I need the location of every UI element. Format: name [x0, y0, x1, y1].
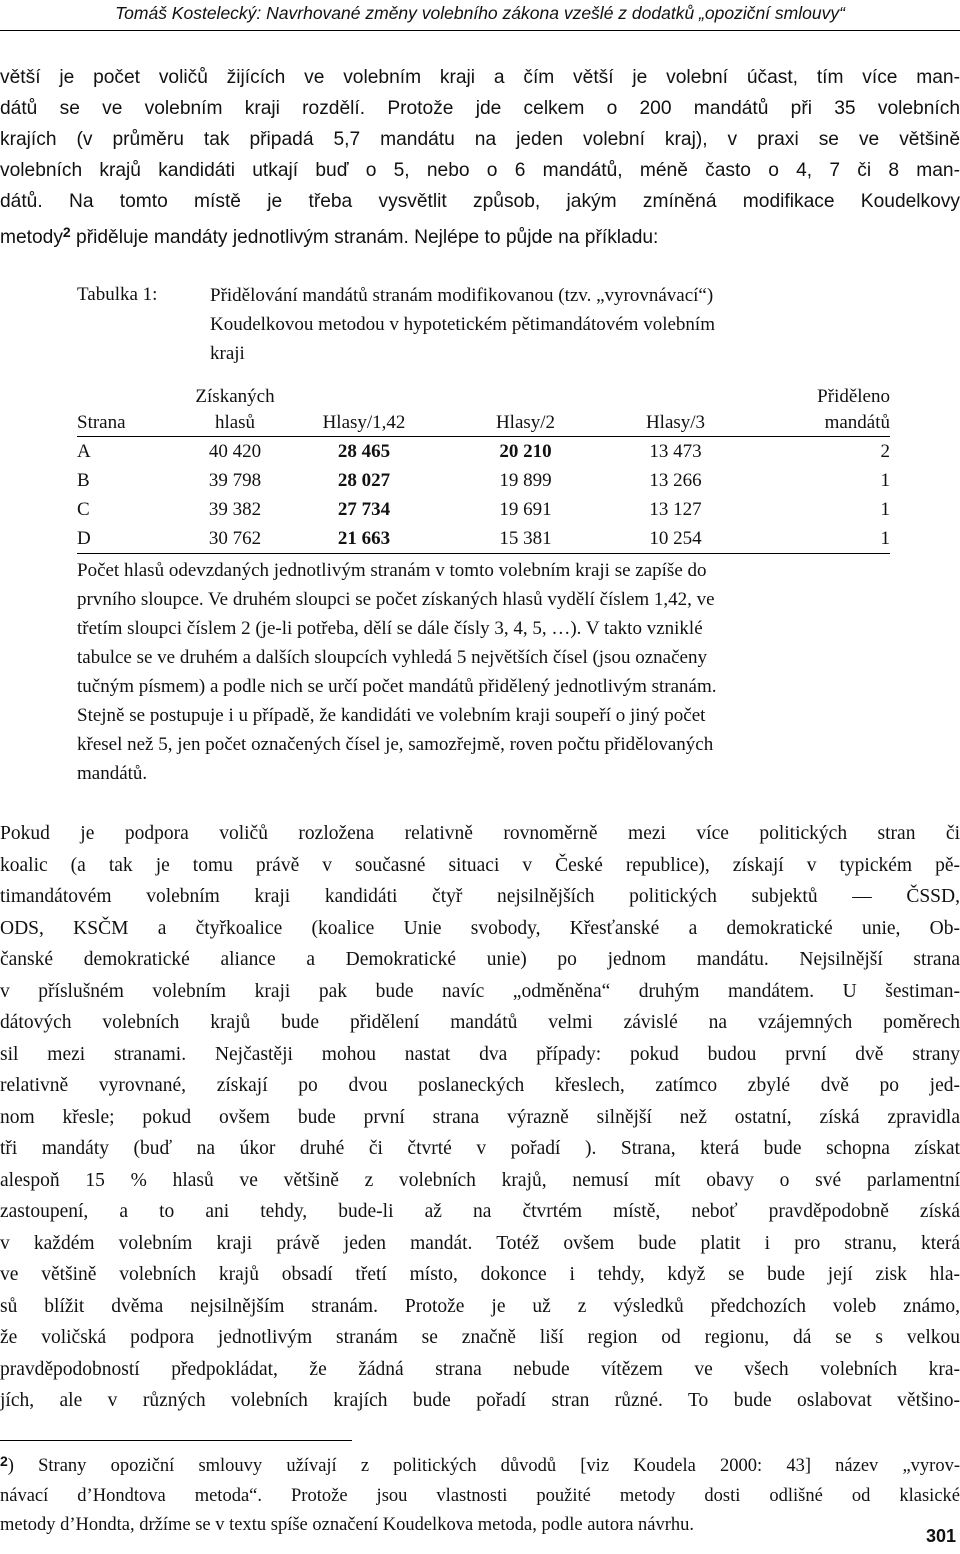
text-line: Pokud je podpora voličů rozložena relativně rovnoměrně mezi více politických stran či — [0, 823, 960, 844]
text-line — [0, 217, 960, 253]
footnote-line: návací d’Hondtova metoda“. Protože jsou vlastnosti použité metody dosti odlišné od klasické — [0, 1485, 960, 1506]
cell-party: D — [77, 528, 91, 549]
text-line: větší je počet voličů žijících ve volebním kraji a čím větší je volební účast, tím více man- — [0, 67, 960, 88]
note-line: křesel než 5, jen počet označených čísel je, samozřejmě, roven počtu přidělovaných — [77, 734, 714, 755]
cell-div3: 13 127 — [649, 499, 702, 520]
paragraph-main — [0, 818, 960, 1417]
cell-votes: 39 382 — [208, 499, 262, 520]
cell-div142: 27 734 — [337, 499, 391, 520]
cell-votes: 30 762 — [208, 528, 262, 549]
cell-votes: 39 798 — [208, 470, 262, 491]
paragraph-intro — [0, 62, 960, 253]
table-label: Tabulka 1: — [77, 284, 158, 305]
cell-party: C — [77, 499, 90, 520]
text-line: ve většině volebních krajů obsadí třetí místo, dokonce i tehdy, když se bude její zisk hla- — [0, 1264, 960, 1285]
footnote — [0, 1447, 960, 1541]
text-fragment: metody — [0, 227, 63, 248]
header-div2: Hlasy/2 — [495, 412, 556, 433]
note-line: Stejně se postupuje i u případě, že kandidáti ve volebním kraji soupeří o jiný počet — [77, 705, 706, 726]
footnote-text: ) Strany opoziční smlouvy užívají z politických důvodů [viz Koudela 2000: 43] název „vyrov- — [7, 1456, 960, 1476]
table-caption — [210, 281, 890, 368]
caption-line: kraji — [210, 343, 245, 364]
cell-seats: 1 — [880, 470, 890, 491]
footnote-reference[interactable]: 2 — [62, 224, 71, 240]
running-title: Tomáš Kostelecký: Navrhované změny volebního zákona vzešlé z dodatků „opoziční smlouvy“ — [115, 3, 845, 23]
caption-line: Přidělování mandátů stranám modifikovanou (tzv. „vyrovnávací“) — [210, 285, 714, 306]
cell-div142: 28 027 — [337, 470, 391, 491]
text-line: koalic (a tak je tomu právě v současné situaci v České republice), získají v typickém pě- — [0, 854, 960, 876]
footnote-number: 2 — [0, 1453, 8, 1469]
text-line: relativně vyrovnané, získají po dvou poslaneckých křeslech, zatímco zbylé dvě po jed- — [0, 1075, 960, 1096]
header-seats-line1: Přiděleno — [817, 386, 890, 407]
cell-seats: 1 — [880, 499, 890, 520]
header-seats-line2: mandátů — [824, 412, 890, 433]
text-line: pravděpodobností předpokládat, že žádná strana nebude vítězem ve všech volebních kra- — [0, 1358, 960, 1380]
seat-allocation-table — [77, 378, 890, 554]
cell-div2: 20 210 — [499, 441, 552, 462]
text-line: v příslušném volebním kraji pak bude navíc „odměněna“ druhým mandátem. U šestiman- — [0, 980, 960, 1002]
page-number: 301 — [925, 1526, 956, 1546]
note-line: prvního sloupce. Ve druhém sloupci se počet získaných hlasů vydělí číslem 1,42, ve — [77, 589, 715, 610]
caption-line: Koudelkovou metodou v hypotetickém pětimandátovém volebním — [210, 314, 715, 335]
running-header — [0, 0, 960, 40]
header-div142: Hlasy/1,42 — [322, 412, 406, 433]
header-votes — [190, 378, 280, 437]
text-line: krajích (v průměru tak připadá 5,7 mandátu na jeden volební kraj), v praxi se ve většině — [0, 129, 960, 150]
text-line: že voličská podpora jednotlivým stranám se značně liší region od regionu, dá se s velkou — [0, 1327, 960, 1348]
text-line: sil mezi stranami. Nejčastěji mohou nastat dva případy: pokud budou první dvě strany — [0, 1043, 960, 1065]
cell-seats: 1 — [880, 528, 890, 549]
text-line: zastoupení, a to ani tehdy, bude-li až na čtvrtém místě, neboť pravděpodobně získá — [0, 1201, 960, 1222]
cell-div2: 19 899 — [499, 470, 552, 491]
cell-seats: 2 — [880, 441, 890, 462]
cell-div3: 10 254 — [649, 528, 702, 549]
text-line: dátových volebních krajů bude přidělení mandátů velmi závislé na vzájemných poměrech — [0, 1012, 960, 1033]
text-line: v každém volebním kraji právě jeden mandát. Totéž ovšem bude platit i pro stranu, která — [0, 1232, 960, 1254]
table-row — [77, 437, 890, 467]
text-line: timandátovém volebním kraji kandidáti čtyř nejsilnějších politických subjektů — ČSSD, — [0, 886, 960, 907]
note-line: Počet hlasů odevzdaných jednotlivým stranám v tomto volebním kraji se zapíše do — [77, 560, 707, 581]
header-votes-line2: hlasů — [214, 412, 256, 433]
cell-div142: 28 465 — [337, 441, 391, 462]
header-div3: Hlasy/3 — [645, 412, 706, 433]
text-line: alespoň 15 % hlasů ve většině z volebních krajů, nemusí mít obavy o své parlamentní — [0, 1169, 960, 1191]
table-header-row — [77, 378, 890, 437]
cell-votes: 40 420 — [208, 441, 262, 462]
note-line: třetím sloupci číslem 2 (je-li potřeba, dělí se dále čísly 3, 4, 5, …). V takto vzniklé — [77, 618, 703, 639]
table-row — [77, 466, 890, 495]
cell-div2: 15 381 — [499, 528, 552, 549]
text-fragment: přiděluje mandáty jednotlivým stranám. Nejlépe to půjde na příkladu: — [70, 227, 659, 248]
footnote-rule — [0, 1440, 352, 1441]
cell-div3: 13 266 — [649, 470, 702, 491]
cell-div142: 21 663 — [337, 528, 391, 549]
text-line: ODS, KSČM a čtyřkoalice (koalice Unie svobody, Křesťanské a demokratické unie, Ob- — [0, 917, 960, 939]
header-seats — [748, 378, 890, 437]
note-line: tučným písmem) a podle nich se určí počet mandátů přidělený jednotlivým stranám. — [77, 676, 717, 697]
text-line: jích, ale v různých volebních krajích bude pořadí stran různé. To bude oslabovat většino- — [0, 1390, 960, 1411]
table-row — [77, 524, 890, 554]
text-line: dátů. Na tomto místě je třeba vysvětlit způsob, jakým zmíněná modifikace Koudelkovy — [0, 191, 960, 212]
text-line: sů blížit dvěma nejsilnějším stranám. Protože je už z výsledků předchozích voleb známo, — [0, 1295, 960, 1317]
text-line: nom křesle; pokud ovšem bude první strana výrazně silnější než ostatní, získá zpravidla — [0, 1106, 960, 1128]
footnote-line — [0, 1447, 960, 1482]
cell-party: A — [77, 441, 91, 462]
text-line: čanské demokratické aliance a Demokratické unie) po jednom mandátu. Nejsilnější strana — [0, 949, 960, 970]
note-line: mandátů. — [77, 763, 148, 784]
cell-div2: 19 691 — [499, 499, 552, 520]
cell-div3: 13 473 — [649, 441, 702, 462]
table-note — [77, 556, 890, 788]
cell-party: B — [77, 470, 90, 491]
header-votes-line1: Získaných — [195, 386, 275, 407]
header-rule — [0, 30, 960, 31]
table-row — [77, 495, 890, 524]
text-line: volebních krajů kandidáti utkají buď o 5, nebo o 6 mandátů, méně často o 4, 7 či 8 man- — [0, 160, 960, 181]
header-party: Strana — [77, 412, 126, 433]
text-line: dátů se ve volebním kraji rozdělí. Protože jde celkem o 200 mandátů při 35 volebních — [0, 98, 960, 119]
footnote-line: metody d’Hondta, držíme se v textu spíše označení Koudelkova metoda, podle autora návrhu. — [0, 1515, 695, 1535]
text-line: tři mandáty (buď na úkor druhé či čtvrté v pořadí ). Strana, která bude schopna získat — [0, 1138, 960, 1159]
note-line: tabulce se ve druhém a dalších sloupcích vyhledá 5 největších čísel (jsou označeny — [77, 647, 707, 668]
